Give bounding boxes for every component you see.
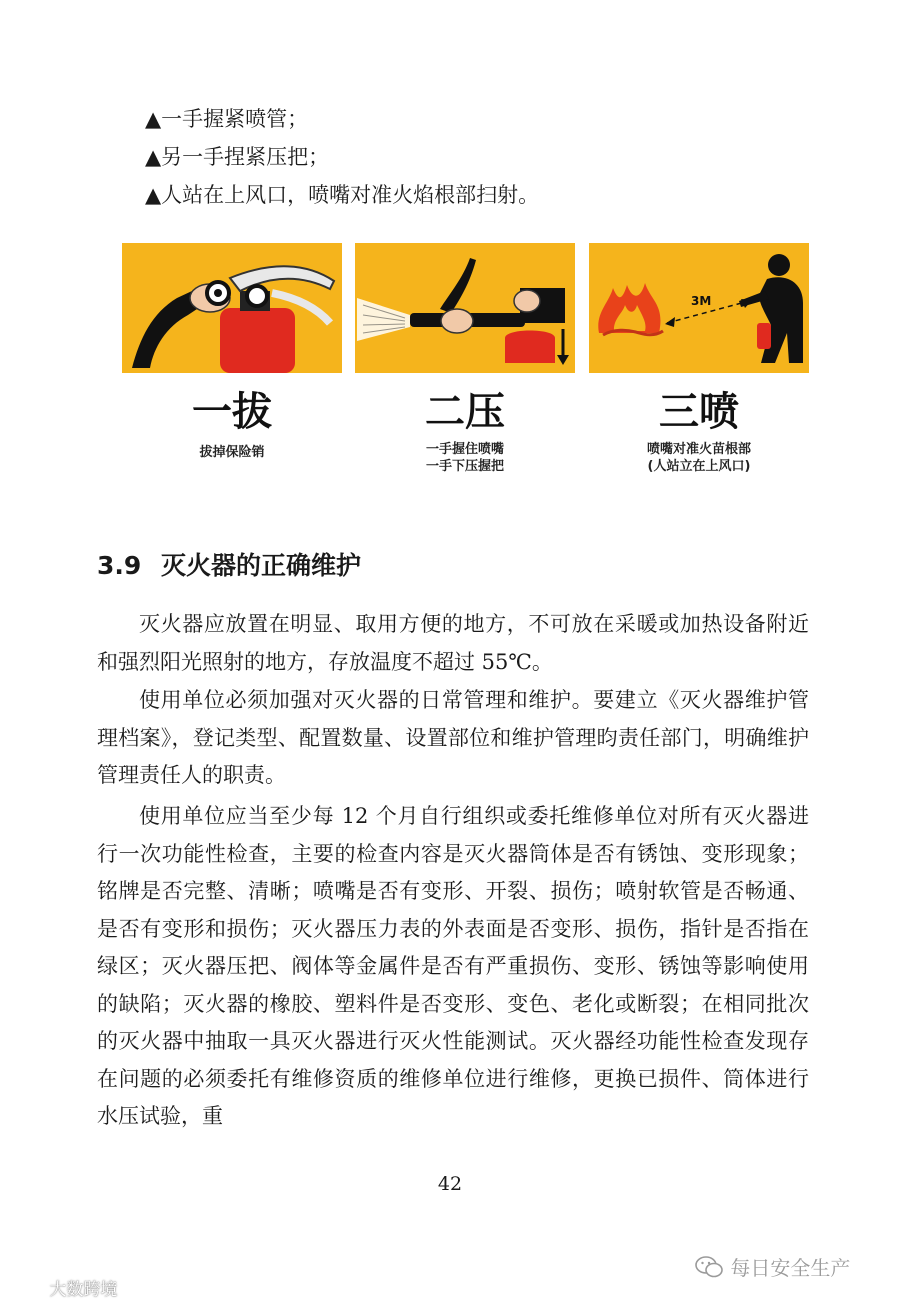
bullet-item: ▲另一手捏紧压把； [145,145,330,169]
step-title-spray: 三喷 [659,389,739,435]
press-handle-panel [355,243,575,373]
page-number: 42 [437,1173,463,1195]
watermark-left [6,1275,117,1301]
step-subtitle-pull: 拔掉保险销 [199,445,265,460]
paragraph: 灭火器应放置在明显、取用方便的地方，不可放在采暖或加热设备附近和强烈阳光照射的地方，存放温度不超过 55℃。 [97,612,809,674]
paragraph: 使用单位必须加强对灭火器的日常管理和维护。要建立《灭火器维护管理档案》，登记类型、配置数量、设置部位和维护管理昀责任部门，明确维护管理责任人的职责。 [97,688,809,787]
spray-fire-panel [589,243,809,373]
bullet-item: ▲人站在上风口，喷嘴对准火焰根部扫射。 [145,183,540,207]
step-title-pull: 一拔 [192,389,272,435]
step-title-press: 二压 [425,389,505,435]
step-subtitle-press-2: 一手下压握把 [425,459,504,474]
watermark-logo-icon [6,1280,44,1301]
watermark-right-text: 每日安全生产 [730,1256,851,1280]
section-heading [97,548,361,584]
press-handle-icon [355,243,575,373]
pull-pin-icon [122,243,342,373]
watermark-right [694,1252,850,1284]
step-subtitle-spray-1: 喷嘴对准火苗根部 [646,442,751,457]
bullet-item: ▲一手握紧喷管； [145,107,309,131]
step-subtitle-press-1: 一手握住喷嘴 [425,442,504,457]
wechat-icon [694,1255,724,1284]
spray-fire-icon [589,243,809,373]
paragraph: 使用单位应当至少每 12 个月自行组织或委托维修单位对所有灭火器进行一次功能性检查，主要的检查内容是灭火器筒体是否有锈蚀、变形现象；铭牌是否完整、清晰；喷嘴是否有变形、开裂、损伤；喷射软管是否畅通、是否有变形和损伤；灭火器压力表的外表面是否变形、损伤，指针是否指在绿区；灭火器压把、阀体等金属件是否有严重损伤、变形、锈蚀等影响使用的缺陷；灭火器的橡胶、塑料件是否变形、变色、老化或断裂；在相同批次的灭火器中抽取一具灭火器进行灭火性能测试。灭火器经功能性检查发现存在问题的必须委托有维修资质的维修单位进行维修，更换已损件、筒体进行水压试验，重 [97,804,809,1128]
bullet-list [145,100,539,214]
watermark-left-text: 大数跨境 [49,1280,118,1300]
section-number: 3.9 [97,551,142,580]
distance-label: 3M [691,294,712,308]
section-title: 灭火器的正确维护 [161,551,362,580]
pull-pin-panel [122,243,342,373]
step-subtitle-spray-2: (人站立在上风口) [647,459,751,474]
